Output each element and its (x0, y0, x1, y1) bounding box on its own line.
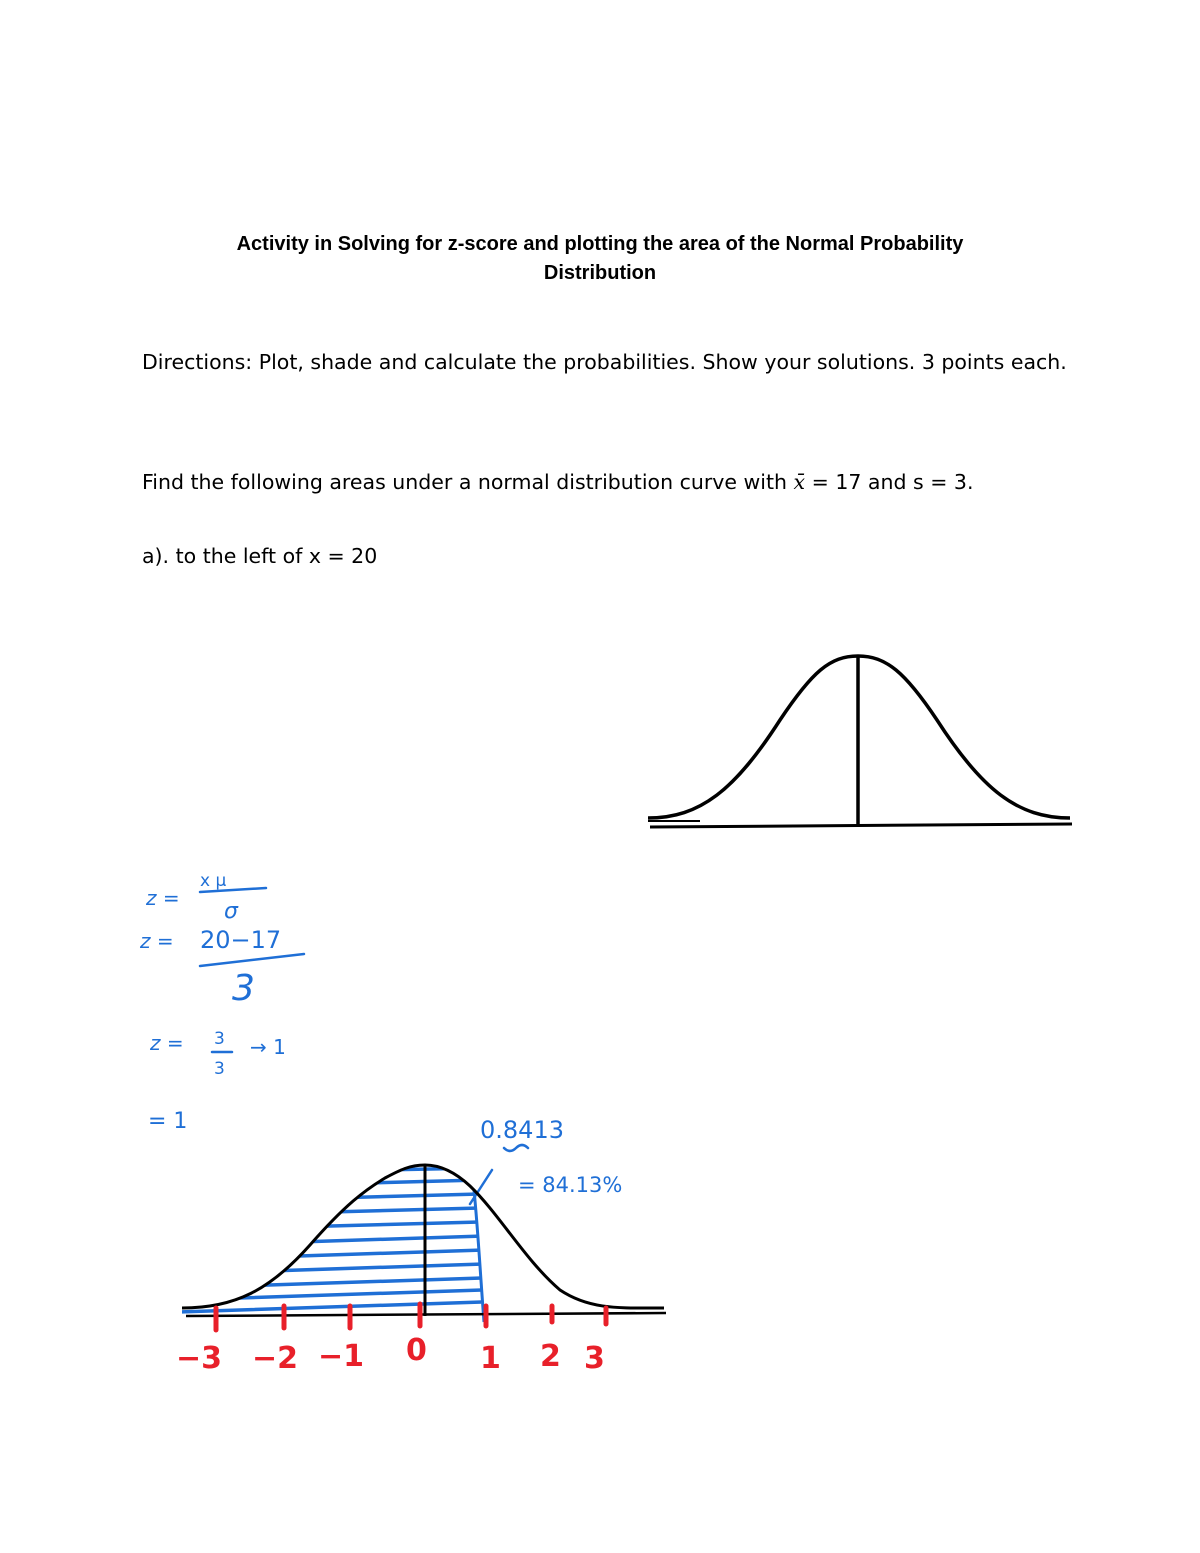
sample-mean-symbol: x̄ (793, 470, 806, 494)
area-percent: = 84.13% (518, 1173, 623, 1197)
title-line-1: Activity in Solving for z-score and plotting the area of the Normal Probability (236, 233, 964, 255)
z-result: = 1 (148, 1109, 188, 1134)
formula-numerator: x μ (200, 871, 227, 891)
z-label-3: 3 (584, 1341, 605, 1376)
z-label-neg3: −3 (176, 1341, 223, 1376)
shaded-area (180, 1168, 482, 1312)
substitution-numerator: 20−17 (200, 926, 282, 954)
substitution-lhs: z = (140, 929, 174, 953)
sample-mean-value: = 17 (805, 470, 862, 494)
z-label-1: 1 (480, 1341, 501, 1376)
substitution-denominator: 3 (232, 968, 255, 1009)
z-label-neg1: −1 (318, 1339, 365, 1374)
z-label-2: 2 (540, 1339, 561, 1374)
formula-lhs: z = (146, 886, 180, 910)
part-a-label: a). to the left of x = 20 (142, 544, 378, 568)
simplify-arrow: → 1 (250, 1035, 286, 1059)
problem-prefix: Find the following areas under a normal distribution curve with (142, 470, 794, 494)
z-label-0: 0 (406, 1333, 427, 1368)
simplify-lhs: z = (150, 1031, 184, 1055)
area-value: 0.8413 (480, 1116, 564, 1144)
z-label-neg2: −2 (252, 1341, 299, 1376)
formula-denominator: σ (224, 899, 238, 924)
title-line-2: Distribution (543, 262, 657, 284)
simplify-denominator: 3 (214, 1059, 225, 1079)
directions-text: Directions: Plot, shade and calculate the probabilities. Show your solutions. 3 points each. (142, 350, 1067, 374)
problem-suffix: and s = 3. (861, 470, 974, 494)
simplify-numerator: 3 (214, 1029, 225, 1049)
